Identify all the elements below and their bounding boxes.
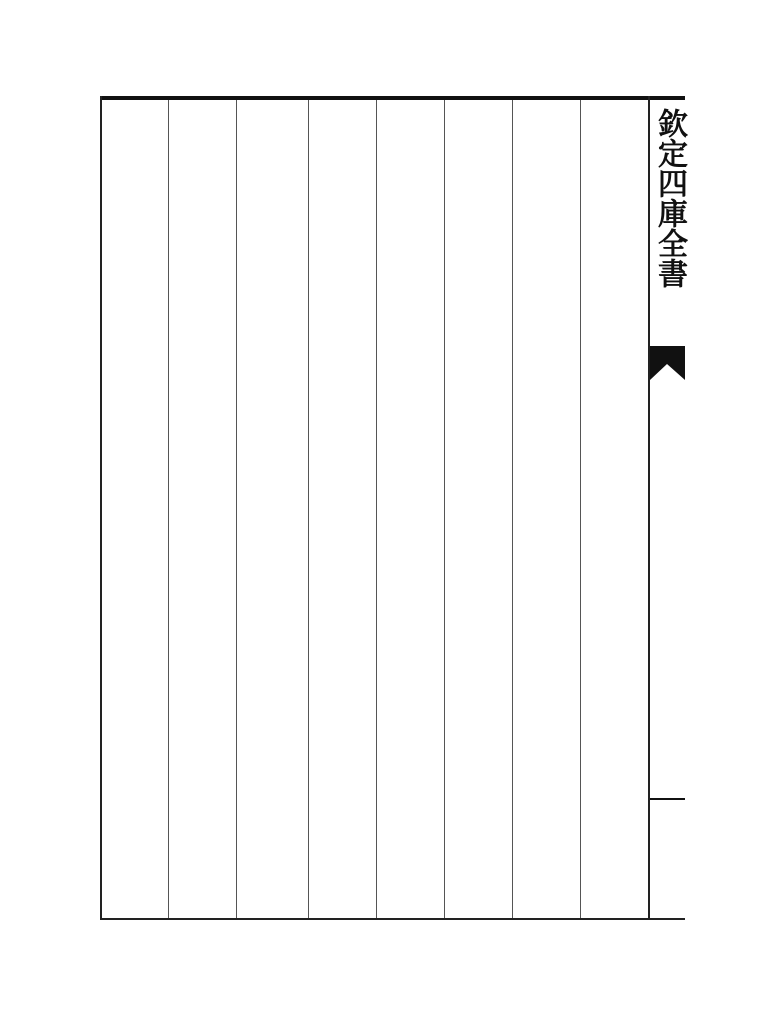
text-column	[240, 108, 304, 908]
frame-left-border	[100, 96, 102, 920]
frame-top-border	[100, 96, 685, 100]
column-rule	[308, 100, 309, 918]
text-column	[516, 108, 580, 908]
column-rule	[580, 100, 581, 918]
margin-divider	[650, 798, 685, 800]
series-title: 欽定四庫全書	[652, 108, 687, 288]
text-column	[104, 108, 168, 908]
column-rule	[168, 100, 169, 918]
frame-bottom-border	[100, 918, 685, 920]
column-rule	[444, 100, 445, 918]
text-column	[584, 108, 648, 908]
text-column	[448, 108, 512, 908]
column-rule	[376, 100, 377, 918]
fishtail-mark-icon	[650, 346, 685, 380]
text-column	[312, 108, 376, 908]
text-column	[172, 108, 236, 908]
column-rule	[236, 100, 237, 918]
margin-strip	[650, 98, 685, 918]
column-rule	[512, 100, 513, 918]
text-column	[380, 108, 444, 908]
